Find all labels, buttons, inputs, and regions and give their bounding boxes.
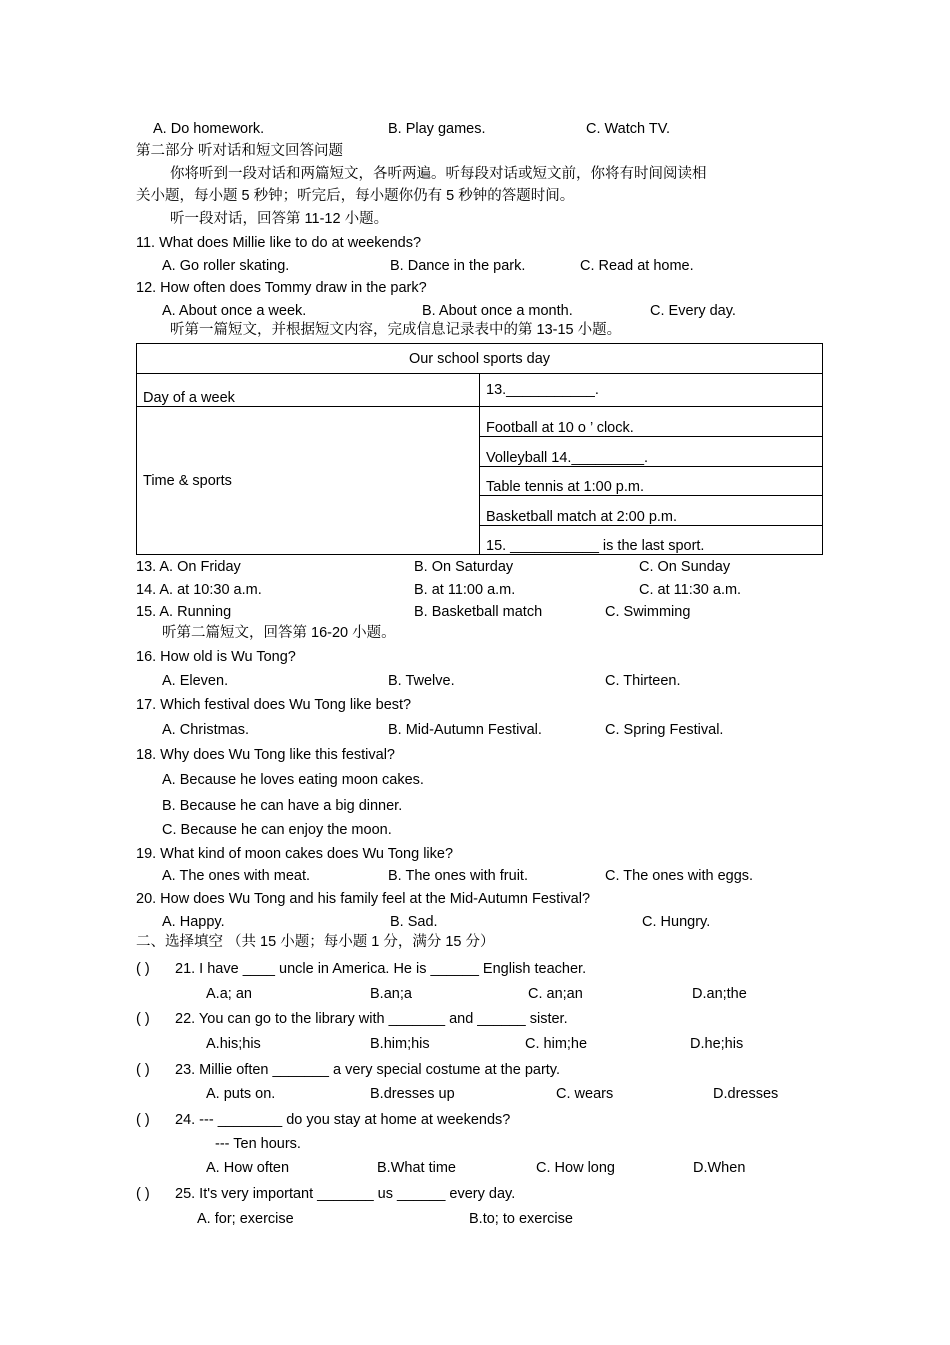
q24-option-c: C. How long bbox=[536, 1160, 615, 1176]
q15-option-a: 15. A. Running bbox=[136, 604, 232, 620]
q12-option-a: A. About once a week. bbox=[162, 303, 307, 319]
q24-option-a: A. How often bbox=[206, 1160, 290, 1176]
q23-question: 23. Millie often _______ a very special costume at the party. bbox=[175, 1062, 561, 1078]
q22-option-a: A.his;his bbox=[206, 1036, 261, 1052]
q16-option-a: A. Eleven. bbox=[162, 673, 229, 689]
q16-option-b: B. Twelve. bbox=[388, 673, 455, 689]
passage2-intro: 听第二篇短文，回答第 16-20 小题。 bbox=[162, 625, 396, 641]
q24-question: 24. --- ________ do you stay at home at weekends? bbox=[175, 1112, 511, 1128]
q15-option-c: C. Swimming bbox=[605, 604, 691, 620]
q17-question: 17. Which festival does Wu Tong like best? bbox=[136, 697, 412, 713]
q22-answer-bracket[interactable]: ( ) bbox=[136, 1011, 150, 1027]
q18-option-b: B. Because he can have a big dinner. bbox=[162, 798, 403, 814]
q19-question: 19. What kind of moon cakes does Wu Tong like? bbox=[136, 846, 454, 862]
q21-answer-bracket[interactable]: ( ) bbox=[136, 961, 150, 977]
q18-option-a: A. Because he loves eating moon cakes. bbox=[162, 772, 424, 788]
passage1-intro: 听第一篇短文，并根据短文内容，完成信息记录表中的第 13-15 小题。 bbox=[170, 322, 622, 338]
q19-option-a: A. The ones with meat. bbox=[162, 868, 311, 884]
q21-question: 21. I have ____ uncle in America. He is ______ English teacher. bbox=[175, 961, 587, 977]
section2-intro-line1: 你将听到一段对话和两篇短文，各听两遍。听每段对话或短文前，你将有时间阅读相 bbox=[170, 166, 707, 182]
q16-option-c: C. Thirteen. bbox=[605, 673, 681, 689]
q20-option-a: A. Happy. bbox=[162, 914, 225, 930]
q25-option-b: B.to; to exercise bbox=[469, 1211, 573, 1227]
q12-option-c: C. Every day. bbox=[650, 303, 736, 319]
q17-option-a: A. Christmas. bbox=[162, 722, 250, 738]
q10-option-a: A. Do homework. bbox=[153, 121, 265, 137]
q21-option-c: C. an;an bbox=[528, 986, 583, 1002]
table-item-volleyball: Volleyball 14._________. bbox=[480, 437, 823, 467]
table-item-table-tennis: Table tennis at 1:00 p.m. bbox=[480, 467, 823, 496]
q24-answer-bracket[interactable]: ( ) bbox=[136, 1112, 150, 1128]
q18-option-c: C. Because he can enjoy the moon. bbox=[162, 822, 392, 838]
q20-option-b: B. Sad. bbox=[390, 914, 438, 930]
q21-option-b: B.an;a bbox=[370, 986, 412, 1002]
q24-option-d: D.When bbox=[693, 1160, 746, 1176]
q24-option-b: B.What time bbox=[377, 1160, 456, 1176]
section2-intro-line2: 关小题，每小题 5 秒钟；听完后，每小题你仍有 5 秒钟的答题时间。 bbox=[136, 188, 575, 204]
q19-option-c: C. The ones with eggs. bbox=[605, 868, 754, 884]
table-item-football: Football at 10 o ’ clock. bbox=[480, 407, 823, 437]
day-of-week-label: Day of a week bbox=[137, 374, 480, 407]
q11-option-b: B. Dance in the park. bbox=[390, 258, 526, 274]
time-sports-label: Time & sports bbox=[137, 407, 480, 555]
day-of-week-blank: 13.___________. bbox=[480, 374, 823, 407]
part2-title: 二、选择填空 （共 15 小题；每小题 1 分，满分 15 分） bbox=[136, 934, 495, 950]
table-item-last-sport: 15. ___________ is the last sport. bbox=[480, 526, 823, 555]
q23-option-c: C. wears bbox=[556, 1086, 614, 1102]
q22-option-d: D.he;his bbox=[690, 1036, 744, 1052]
q13-option-a: 13. A. On Friday bbox=[136, 559, 241, 575]
table-title: Our school sports day bbox=[137, 344, 823, 374]
q25-answer-bracket[interactable]: ( ) bbox=[136, 1186, 150, 1202]
q17-option-b: B. Mid-Autumn Festival. bbox=[388, 722, 542, 738]
q14-option-b: B. at 11:00 a.m. bbox=[414, 582, 516, 598]
q25-question: 25. It's very important _______ us ______ every day. bbox=[175, 1186, 516, 1202]
q14-option-c: C. at 11:30 a.m. bbox=[639, 582, 742, 598]
q22-option-c: C. him;he bbox=[525, 1036, 588, 1052]
q23-option-d: D.dresses bbox=[713, 1086, 779, 1102]
q18-question: 18. Why does Wu Tong like this festival? bbox=[136, 747, 395, 763]
q23-option-a: A. puts on. bbox=[206, 1086, 276, 1102]
q17-option-c: C. Spring Festival. bbox=[605, 722, 724, 738]
sports-day-table bbox=[136, 343, 823, 555]
q11-option-a: A. Go roller skating. bbox=[162, 258, 290, 274]
q21-option-a: A.a; an bbox=[206, 986, 252, 1002]
q14-option-a: 14. A. at 10:30 a.m. bbox=[136, 582, 262, 598]
q16-question: 16. How old is Wu Tong? bbox=[136, 649, 296, 665]
table-item-basketball: Basketball match at 2:00 p.m. bbox=[480, 496, 823, 526]
q20-question: 20. How does Wu Tong and his family feel at the Mid-Autumn Festival? bbox=[136, 891, 591, 907]
q22-option-b: B.him;his bbox=[370, 1036, 430, 1052]
q21-option-d: D.an;the bbox=[692, 986, 747, 1002]
q15-option-b: B. Basketball match bbox=[414, 604, 543, 620]
q24-reply: --- Ten hours. bbox=[215, 1136, 301, 1152]
q12-question: 12. How often does Tommy draw in the park? bbox=[136, 280, 427, 296]
q11-option-c: C. Read at home. bbox=[580, 258, 694, 274]
q20-option-c: C. Hungry. bbox=[642, 914, 711, 930]
dialogue-intro: 听一段对话，回答第 11-12 小题。 bbox=[170, 211, 389, 227]
q23-answer-bracket[interactable]: ( ) bbox=[136, 1062, 150, 1078]
q25-option-a: A. for; exercise bbox=[197, 1211, 294, 1227]
q12-option-b: B. About once a month. bbox=[422, 303, 573, 319]
q13-option-c: C. On Sunday bbox=[639, 559, 731, 575]
q23-option-b: B.dresses up bbox=[370, 1086, 455, 1102]
q22-question: 22. You can go to the library with _______ and ______ sister. bbox=[175, 1011, 568, 1027]
section2-title: 第二部分 听对话和短文回答问题 bbox=[136, 143, 344, 159]
q13-option-b: B. On Saturday bbox=[414, 559, 514, 575]
q11-question: 11. What does Millie like to do at weekends? bbox=[136, 235, 422, 251]
q19-option-b: B. The ones with fruit. bbox=[388, 868, 528, 884]
q10-option-c: C. Watch TV. bbox=[586, 121, 671, 137]
q10-option-b: B. Play games. bbox=[388, 121, 486, 137]
